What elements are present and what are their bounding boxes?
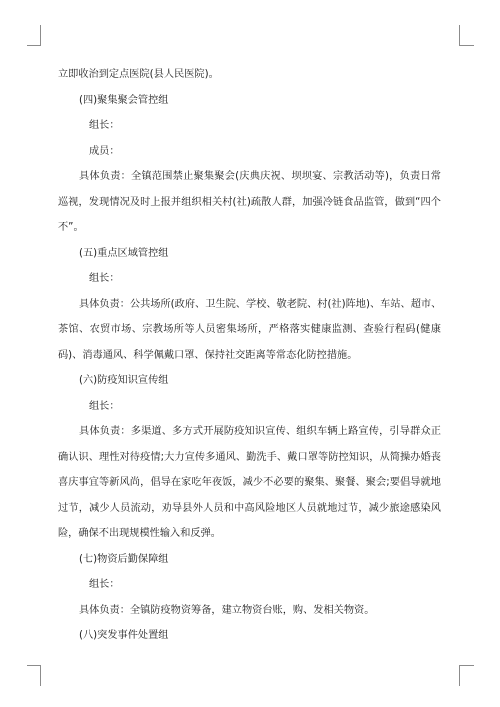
paragraph-line: 过节，减少人员流动，劝导县外人员和中高风险地区人员就地过节，减少旅途感染风 (58, 502, 441, 514)
member-label-text: 成员： (89, 145, 120, 157)
paragraph-line: 码)、消毒通风、科学佩戴口罩、保持社交距离等常态化防控措施。 (58, 349, 358, 361)
paragraph-line: 具体负责：全镇范围禁止聚集聚会(庆典庆祝、坝坝宴、宗教活动等)，负责日常 (79, 171, 441, 182)
paragraph-line: 具体负责：公共场所(政府、卫生院、学校、敬老院、村(社)阵地)、车站、超市、 (79, 298, 442, 310)
leader-label-text: 组长： (89, 120, 120, 131)
crop-mark-bottom-right (459, 665, 474, 686)
leader-label-text: 组长： (89, 579, 120, 590)
paragraph-line: 喜庆事宜等新风尚，倡导在家吃年夜饭，减少不必要的聚集、聚餐、聚会;要倡导就地 (58, 477, 441, 488)
section-heading-text: (八)突发事件处置组 (79, 630, 169, 641)
paragraph-line: 立即收治到定点医院(县人民医院)。 (58, 69, 219, 80)
paragraph-line: 确认识、理性对待疫情;大力宣传多通风、勤洗手、戴口罩等防控知识，从简操办婚丧 (58, 451, 441, 463)
paragraph-line: 茶馆、农贸市场、宗教场所等人员密集场所，严格落实健康监测、查验行程码(健康 (58, 324, 441, 335)
paragraph-line: 险，确保不出现规模性输入和反弹。 (58, 528, 221, 539)
section-heading-text: (四)聚集聚会管控组 (79, 94, 169, 106)
section-heading-text: (五)重点区域管控组 (79, 247, 169, 259)
paragraph-line: 巡视，发现情况及时上报并组织相关村(社)疏散人群，加强冷链食品监管，做到“四个 (58, 196, 441, 208)
paragraph-line: 不”。 (58, 222, 84, 233)
leader-label-text: 组长： (89, 400, 120, 412)
leader-label-text: 组长： (89, 273, 120, 284)
paragraph-line: 具体负责：多渠道、多方式开展防疫知识宣传、组织车辆上路宣传，引导群众正 (79, 426, 441, 437)
section-heading-text: (七)物资后勤保障组 (79, 553, 169, 565)
crop-mark-top-right (459, 25, 474, 46)
section-heading-text: (六)防疫知识宣传组 (79, 375, 169, 386)
crop-mark-bottom-left (27, 665, 41, 686)
paragraph-line: 具体负责：全镇防疫物资筹备，建立物资台账，购、发相关物资。 (79, 604, 375, 616)
crop-mark-top-left (27, 25, 41, 46)
